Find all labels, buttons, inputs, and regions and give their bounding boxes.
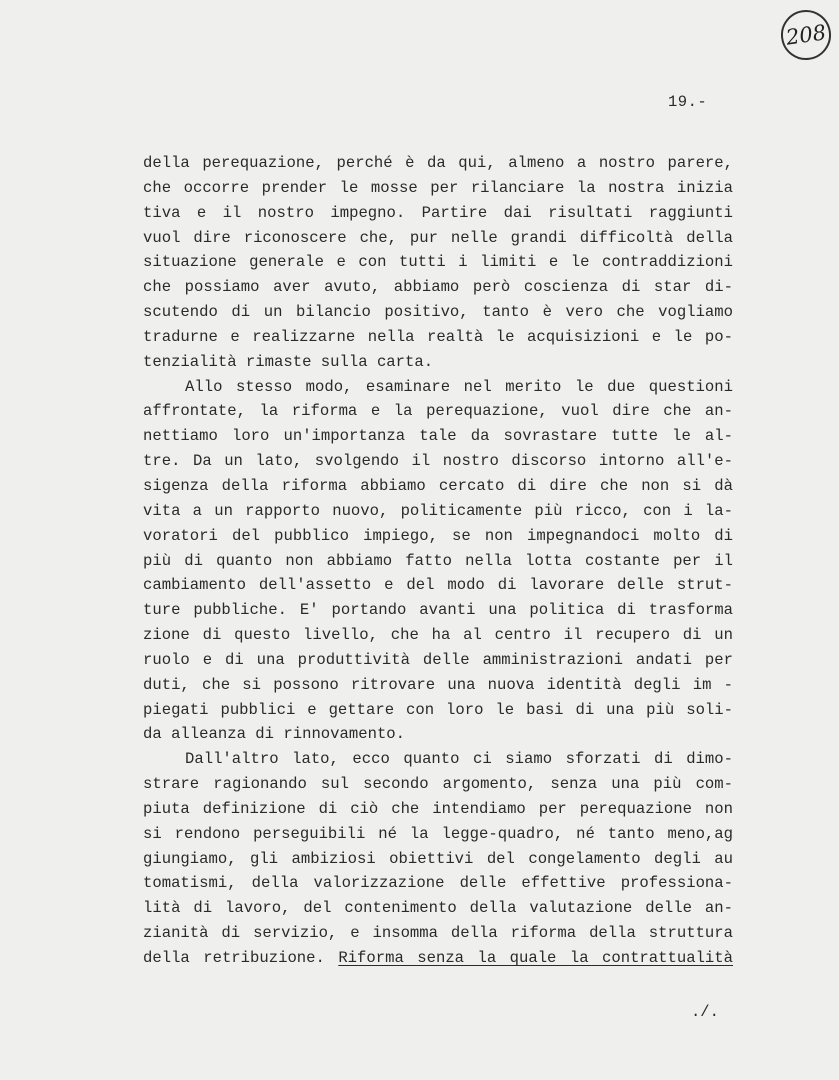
text-line: da alleanza di rinnovamento. <box>143 725 406 744</box>
text-line: più di quanto non abbiamo fatto nella lotta costante per il <box>143 551 733 570</box>
text-line: affrontate, la riforma e la perequazione, vuol dire che an- <box>143 402 733 421</box>
text-line: tiva e il nostro impegno. Partire dai risultati raggiunti <box>143 203 733 222</box>
text-line: duti, che si possono ritrovare una nuova identità degli im - <box>143 675 733 694</box>
text-line: si rendono perseguibili né la legge-quadro, né tanto meno,ag <box>143 824 733 843</box>
text-line: Allo stesso modo, esaminare nel merito le due questioni <box>185 377 733 396</box>
text-line: che occorre prender le mosse per rilanciare la nostra inizia <box>143 178 733 197</box>
text-line: zione di questo livello, che ha al centro il recupero di un <box>143 626 733 645</box>
final-line-plain: della retribuzione. <box>143 949 339 967</box>
text-line: tenzialità rimaste sulla carta. <box>143 352 434 371</box>
text-line: ruolo e di una produttività delle amministrazioni andati per <box>143 650 733 669</box>
text-line: voratori del pubblico impiego, se non impegnandoci molto di <box>143 526 733 545</box>
continuation-mark: ./. <box>691 1003 719 1021</box>
text-line: tomatismi, della valorizzazione delle effettive professiona- <box>143 874 733 893</box>
text-line: lità di lavoro, del contenimento della valutazione delle an- <box>143 899 733 918</box>
text-line: tradurne e realizzarne nella realtà le acquisizioni e le po- <box>143 327 733 346</box>
text-line: zianità di servizio, e insomma della riforma della struttura <box>143 924 733 943</box>
text-line: della perequazione, perché è da qui, almeno a nostro parere, <box>143 154 733 172</box>
text-line: situazione generale e con tutti i limiti e le contraddizioni <box>143 253 733 272</box>
text-line: tre. Da un lato, svolgendo il nostro discorso intorno all'e- <box>143 452 733 471</box>
text-line: Dall'altro lato, ecco quanto ci siamo sforzati di dimo- <box>185 750 733 769</box>
text-line: giungiamo, gli ambiziosi obiettivi del congelamento degli au <box>143 849 733 868</box>
text-line: piegati pubblici e gettare con loro le basi di una più soli- <box>143 700 733 719</box>
page-stamp: 208 <box>778 7 834 63</box>
text-line: che possiamo aver avuto, abbiamo però coscienza di star di- <box>143 278 733 297</box>
text-line: ture pubbliche. E' portando avanti una politica di trasforma <box>143 601 733 620</box>
text-line: nettiamo loro un'importanza tale da sovrastare tutte le al- <box>143 427 733 446</box>
body-text <box>143 151 733 971</box>
text-line: piuta definizione di ciò che intendiamo per perequazione non <box>143 799 733 818</box>
page-number: 19.- <box>668 93 708 111</box>
final-line-underlined: Riforma senza la quale la contrattualità <box>338 949 734 967</box>
text-line: scutendo di un bilancio positivo, tanto è vero che vogliamo <box>143 303 733 322</box>
text-line: vita a un rapporto nuovo, politicamente più ricco, con i la- <box>143 501 733 520</box>
text-line: sigenza della riforma abbiamo cercato di dire che non si dà <box>143 476 733 495</box>
text-line: cambiamento dell'assetto e del modo di lavorare delle strut- <box>143 576 733 595</box>
text-line: strare ragionando sul secondo argomento, senza una più com- <box>143 775 733 794</box>
text-line: vuol dire riconoscere che, pur nelle grandi difficoltà della <box>143 228 733 247</box>
text-line-final <box>143 946 733 971</box>
